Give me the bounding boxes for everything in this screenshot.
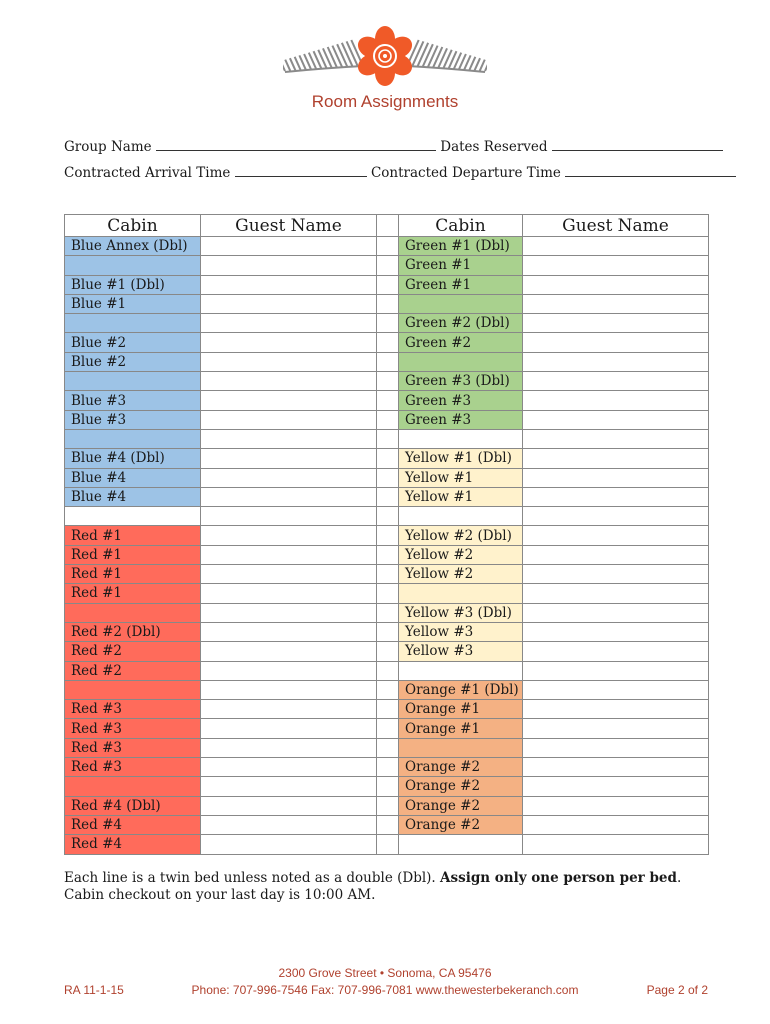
separator-cell: [377, 777, 399, 796]
guest-name-cell-left[interactable]: [201, 603, 377, 622]
dates-reserved-field[interactable]: [552, 140, 723, 151]
dates-reserved-label: Dates Reserved: [440, 139, 548, 155]
guest-name-cell-right[interactable]: [523, 835, 709, 854]
separator-cell: [377, 487, 399, 506]
table-row: [65, 603, 709, 622]
cabin-cell-left: Red #4: [65, 815, 201, 834]
cabin-cell-right: [399, 294, 523, 313]
cabin-cell-left: Blue #2: [65, 333, 201, 352]
guest-name-cell-right[interactable]: [523, 603, 709, 622]
table-row: [65, 237, 709, 256]
arrival-time-field[interactable]: [235, 166, 367, 177]
guest-name-cell-left[interactable]: [201, 661, 377, 680]
guest-name-header-right: Guest Name: [523, 215, 709, 237]
table-row: [65, 777, 709, 796]
cabin-cell-right: Orange #2: [399, 777, 523, 796]
guest-name-cell-right[interactable]: [523, 815, 709, 834]
table-row: [65, 700, 709, 719]
cabin-cell-left: Blue #1: [65, 294, 201, 313]
table-row: [65, 468, 709, 487]
cabin-cell-left: [65, 507, 201, 526]
cabin-cell-right: [399, 835, 523, 854]
arrival-label: Contracted Arrival Time: [64, 165, 231, 181]
guest-name-cell-right[interactable]: [523, 294, 709, 313]
separator-cell: [377, 275, 399, 294]
guest-name-cell-right[interactable]: [523, 565, 709, 584]
table-row: [65, 622, 709, 641]
cabin-cell-right: Green #1: [399, 275, 523, 294]
table-row: [65, 584, 709, 603]
cabin-cell-left: Red #1: [65, 565, 201, 584]
cabin-cell-left: Blue Annex (Dbl): [65, 237, 201, 256]
cabin-cell-left: Blue #4: [65, 468, 201, 487]
separator-cell: [377, 738, 399, 757]
guest-name-cell-left[interactable]: [201, 815, 377, 834]
cabin-cell-left: Red #3: [65, 758, 201, 777]
guest-name-header-left: Guest Name: [201, 215, 377, 237]
cabin-cell-left: [65, 429, 201, 448]
separator-cell: [377, 314, 399, 333]
table-row: [65, 275, 709, 294]
separator-cell: [377, 642, 399, 661]
guest-name-cell-right[interactable]: [523, 468, 709, 487]
table-row: [65, 314, 709, 333]
separator-cell: [377, 796, 399, 815]
cabin-cell-right: Orange #2: [399, 758, 523, 777]
cabin-cell-left: Red #2 (Dbl): [65, 622, 201, 641]
table-header-row: [65, 215, 709, 237]
separator-cell: [377, 449, 399, 468]
guest-name-cell-left[interactable]: [201, 545, 377, 564]
separator-cell: [377, 391, 399, 410]
cabin-cell-right: Green #1 (Dbl): [399, 237, 523, 256]
separator-cell: [377, 294, 399, 313]
guest-name-cell-right[interactable]: [523, 314, 709, 333]
guest-name-cell-right[interactable]: [523, 410, 709, 429]
cabin-cell-left: Red #1: [65, 545, 201, 564]
cabin-cell-right: Yellow #2: [399, 565, 523, 584]
table-row: [65, 487, 709, 506]
table-row: [65, 815, 709, 834]
table-row: [65, 391, 709, 410]
cabin-cell-right: Green #3 (Dbl): [399, 372, 523, 391]
cabin-cell-right: [399, 352, 523, 371]
separator-cell: [377, 333, 399, 352]
guest-name-cell-left[interactable]: [201, 796, 377, 815]
table-row: [65, 758, 709, 777]
separator-cell: [377, 545, 399, 564]
cabin-cell-right: [399, 584, 523, 603]
cabin-cell-left: Red #1: [65, 584, 201, 603]
table-row: [65, 256, 709, 275]
cabin-cell-right: Green #2 (Dbl): [399, 314, 523, 333]
guest-name-cell-right[interactable]: [523, 584, 709, 603]
guest-name-cell-left[interactable]: [201, 487, 377, 506]
table-row: [65, 835, 709, 854]
cabin-cell-right: Orange #1: [399, 700, 523, 719]
group-dates-line: [64, 139, 723, 155]
cabin-header-right: Cabin: [399, 215, 523, 237]
table-row: [65, 372, 709, 391]
cabin-cell-left: Red #1: [65, 526, 201, 545]
table-row: [65, 680, 709, 699]
separator-cell: [377, 372, 399, 391]
guest-name-cell-right[interactable]: [523, 758, 709, 777]
cabin-cell-left: Red #4 (Dbl): [65, 796, 201, 815]
cabin-cell-right: Yellow #3: [399, 642, 523, 661]
guest-name-cell-left[interactable]: [201, 237, 377, 256]
guest-name-cell-left[interactable]: [201, 700, 377, 719]
cabin-cell-left: [65, 603, 201, 622]
cabin-cell-left: [65, 777, 201, 796]
table-row: [65, 429, 709, 448]
separator-cell: [377, 680, 399, 699]
separator-cell: [377, 835, 399, 854]
separator-cell: [377, 429, 399, 448]
cabin-cell-left: Red #3: [65, 738, 201, 757]
guest-name-cell-left[interactable]: [201, 333, 377, 352]
guest-name-cell-right[interactable]: [523, 545, 709, 564]
cabin-cell-right: Green #3: [399, 391, 523, 410]
guest-name-cell-right[interactable]: [523, 237, 709, 256]
separator-cell: [377, 758, 399, 777]
table-row: [65, 565, 709, 584]
flower-emblem-icon: [283, 22, 487, 88]
guest-name-cell-left[interactable]: [201, 429, 377, 448]
room-assignments-table: [64, 214, 709, 855]
cabin-cell-right: Yellow #2 (Dbl): [399, 526, 523, 545]
cabin-cell-left: [65, 256, 201, 275]
guest-name-cell-left[interactable]: [201, 352, 377, 371]
guest-name-cell-left[interactable]: [201, 584, 377, 603]
departure-time-field[interactable]: [565, 166, 736, 177]
guest-name-cell-left[interactable]: [201, 507, 377, 526]
cabin-cell-right: [399, 661, 523, 680]
guest-name-cell-left[interactable]: [201, 680, 377, 699]
cabin-cell-left: Red #3: [65, 700, 201, 719]
cabin-cell-right: [399, 507, 523, 526]
cabin-cell-left: [65, 314, 201, 333]
table-row: [65, 738, 709, 757]
table-row: [65, 333, 709, 352]
separator-cell: [377, 507, 399, 526]
footer-contact: Phone: 707-996-7546 Fax: 707-996-7081 www.thewesterbekeranch.com: [191, 983, 579, 997]
notes-line-2: Cabin checkout on your last day is 10:00 AM.: [64, 887, 376, 903]
notes-line-1: [64, 870, 681, 887]
guest-name-cell-left[interactable]: [201, 449, 377, 468]
cabin-cell-right: Green #2: [399, 333, 523, 352]
cabin-cell-left: Red #3: [65, 719, 201, 738]
notes: [64, 870, 681, 904]
guest-name-cell-right[interactable]: [523, 680, 709, 699]
table-row: [65, 796, 709, 815]
guest-name-cell-left[interactable]: [201, 642, 377, 661]
cabin-cell-left: Blue #3: [65, 391, 201, 410]
separator-cell: [377, 468, 399, 487]
separator-cell: [377, 237, 399, 256]
cabin-cell-right: Yellow #2: [399, 545, 523, 564]
cabin-cell-left: Red #2: [65, 661, 201, 680]
cabin-cell-left: Blue #4 (Dbl): [65, 449, 201, 468]
guest-name-cell-right[interactable]: [523, 777, 709, 796]
guest-name-cell-left[interactable]: [201, 526, 377, 545]
guest-name-cell-left[interactable]: [201, 372, 377, 391]
table-row: [65, 294, 709, 313]
guest-name-cell-right[interactable]: [523, 642, 709, 661]
cabin-cell-left: Blue #2: [65, 352, 201, 371]
cabin-cell-right: Green #3: [399, 410, 523, 429]
arrival-departure-line: [64, 165, 736, 181]
guest-name-cell-right[interactable]: [523, 429, 709, 448]
cabin-cell-left: Blue #3: [65, 410, 201, 429]
cabin-header-left: Cabin: [65, 215, 201, 237]
table-row: [65, 507, 709, 526]
guest-name-cell-right[interactable]: [523, 700, 709, 719]
cabin-cell-right: [399, 738, 523, 757]
guest-name-cell-right[interactable]: [523, 738, 709, 757]
separator-cell: [377, 719, 399, 738]
guest-name-cell-right[interactable]: [523, 333, 709, 352]
guest-name-cell-right[interactable]: [523, 391, 709, 410]
cabin-cell-right: Yellow #3 (Dbl): [399, 603, 523, 622]
table-row: [65, 352, 709, 371]
separator-cell: [377, 622, 399, 641]
notes-emphasis: Assign only one person per bed: [440, 870, 677, 886]
cabin-cell-left: [65, 680, 201, 699]
cabin-cell-right: Yellow #3: [399, 622, 523, 641]
guest-name-cell-right[interactable]: [523, 507, 709, 526]
cabin-cell-left: Red #4: [65, 835, 201, 854]
cabin-cell-right: Yellow #1 (Dbl): [399, 449, 523, 468]
table-row: [65, 642, 709, 661]
guest-name-cell-left[interactable]: [201, 622, 377, 641]
guest-name-cell-right[interactable]: [523, 622, 709, 641]
cabin-cell-right: Yellow #1: [399, 487, 523, 506]
table-row: [65, 545, 709, 564]
cabin-cell-right: Orange #2: [399, 796, 523, 815]
cabin-cell-right: Orange #1 (Dbl): [399, 680, 523, 699]
group-name-label: Group Name: [64, 139, 152, 155]
cabin-cell-right: Yellow #1: [399, 468, 523, 487]
table-row: [65, 719, 709, 738]
guest-name-cell-right[interactable]: [523, 719, 709, 738]
guest-name-cell-right[interactable]: [523, 372, 709, 391]
guest-name-cell-left[interactable]: [201, 468, 377, 487]
separator-cell: [377, 565, 399, 584]
form-code: RA 11-1-15: [64, 983, 124, 997]
guest-name-cell-right[interactable]: [523, 526, 709, 545]
guest-name-cell-left[interactable]: [201, 294, 377, 313]
separator-cell: [377, 815, 399, 834]
table-row: [65, 661, 709, 680]
separator-cell: [377, 700, 399, 719]
group-name-field[interactable]: [156, 140, 436, 151]
guest-name-cell-left[interactable]: [201, 719, 377, 738]
separator-header: [377, 215, 399, 237]
guest-name-cell-left[interactable]: [201, 391, 377, 410]
notes-text: Each line is a twin bed unless noted as a double (Dbl).: [64, 870, 441, 886]
separator-cell: [377, 661, 399, 680]
separator-cell: [377, 256, 399, 275]
guest-name-cell-right[interactable]: [523, 275, 709, 294]
guest-name-cell-left[interactable]: [201, 565, 377, 584]
guest-name-cell-right[interactable]: [523, 796, 709, 815]
separator-cell: [377, 603, 399, 622]
table-row: [65, 449, 709, 468]
guest-name-cell-left[interactable]: [201, 835, 377, 854]
guest-name-cell-left[interactable]: [201, 777, 377, 796]
cabin-cell-left: [65, 372, 201, 391]
guest-name-cell-left[interactable]: [201, 275, 377, 294]
cabin-cell-right: Orange #2: [399, 815, 523, 834]
cabin-cell-left: Red #2: [65, 642, 201, 661]
guest-name-cell-left[interactable]: [201, 314, 377, 333]
separator-cell: [377, 526, 399, 545]
separator-cell: [377, 410, 399, 429]
guest-name-cell-left[interactable]: [201, 410, 377, 429]
separator-cell: [377, 352, 399, 371]
cabin-cell-right: Orange #1: [399, 719, 523, 738]
guest-name-cell-left[interactable]: [201, 758, 377, 777]
guest-name-cell-left[interactable]: [201, 256, 377, 275]
cabin-cell-right: Green #1: [399, 256, 523, 275]
notes-period: .: [676, 870, 682, 886]
guest-name-cell-right[interactable]: [523, 661, 709, 680]
separator-cell: [377, 584, 399, 603]
table-row: [65, 526, 709, 545]
guest-name-cell-right[interactable]: [523, 352, 709, 371]
guest-name-cell-right[interactable]: [523, 487, 709, 506]
guest-name-cell-right[interactable]: [523, 449, 709, 468]
table-row: [65, 410, 709, 429]
guest-name-cell-right[interactable]: [523, 256, 709, 275]
page-title: Room Assignments: [311, 92, 459, 111]
cabin-cell-right: [399, 429, 523, 448]
cabin-cell-left: Blue #1 (Dbl): [65, 275, 201, 294]
departure-label: Contracted Departure Time: [370, 165, 561, 181]
page-number: Page 2 of 2: [646, 983, 708, 997]
footer-address: 2300 Grove Street • Sonoma, CA 95476: [278, 966, 492, 980]
cabin-cell-left: Blue #4: [65, 487, 201, 506]
guest-name-cell-left[interactable]: [201, 738, 377, 757]
